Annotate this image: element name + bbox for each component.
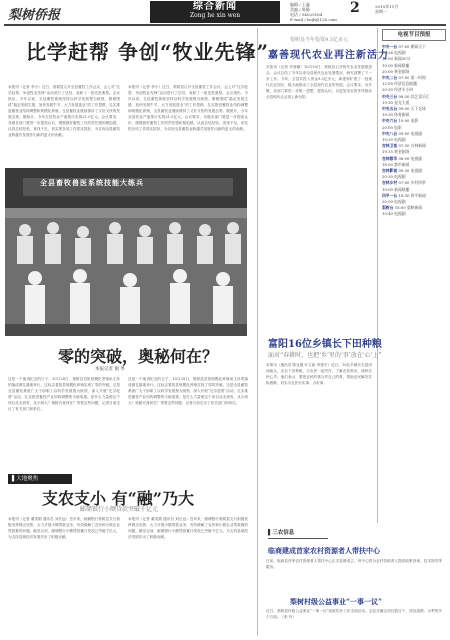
section-tab-dadi: ▌大地聚焦 xyxy=(8,474,72,484)
tv-channel-name: 中央六台 xyxy=(382,118,399,124)
main-headline: 比学赶帮 争创“牧业先锋” xyxy=(26,40,269,64)
tv-channel-name: 吉林影视 xyxy=(382,168,399,174)
tv-channel-name: 中央三台 xyxy=(382,93,399,99)
headline-help-center: 临商建成首家农村资源者人带扶中心 xyxy=(268,546,380,555)
tv-show-time: 10:00 电影 xyxy=(398,118,419,124)
tv-show-time: 07:30 吉林新闻 xyxy=(398,143,426,149)
designer-line: 美编 / 陈静 xyxy=(290,7,310,12)
tv-show-time: 19:30 体育新闻 xyxy=(382,112,410,118)
byline: 本报记者 谢 季 xyxy=(95,367,125,372)
page-number: 2 xyxy=(350,0,360,16)
headline-town-heads-farming: 富阳16位乡镇长下田种粮 xyxy=(268,339,382,350)
editor-line: 编辑 / 王鑫 xyxy=(290,2,310,7)
tv-show-time: 20:00 黄金剧场 xyxy=(382,68,410,74)
issue-date xyxy=(375,4,398,14)
news-photo xyxy=(5,168,247,336)
tv-show-time: 12:00 新闻30分 xyxy=(382,56,411,62)
masthead-rule xyxy=(4,24,446,26)
story2-body-cont: 这是一个值得纪念的日子，10月28日，梨树县首批规模化养殖场主体的落成典礼隆重举行。这标志着我县规模化养殖实现了零的突破。这是全县畜牧系统广大干部职工以科学发展观为统领，深入开展“比学赶帮”活动，扎实推进畜牧产业结构调整的丰硕成果。是什么力量使这个项目从无到有，从小到大？奥秘究竟何在？带着这些问题，记者日前走访了有关部门和单位。 xyxy=(128,377,248,405)
email-line: E-mail / lsqb@126.com xyxy=(290,17,337,22)
tv-show-time: 09:00 天下足球 xyxy=(398,106,426,112)
subheadline-bank-loans: 邮储银行小额贷款突破千亿元 xyxy=(80,506,159,513)
headline-zero-breakthrough: 零的突破，奥秘何在？ xyxy=(58,347,219,366)
tv-show-time: 20:30 电视剧 xyxy=(382,174,406,180)
section-title: 综合新闻 xyxy=(193,1,237,12)
tv-show-time: 19:30 星光大道 xyxy=(382,99,410,105)
column-divider xyxy=(257,28,258,636)
tv-show-time: 19:00 新闻联播 xyxy=(382,186,410,192)
tv-show-time: 09:26 电视剧 xyxy=(382,50,406,56)
story5-body: 本报讯（通讯员 陈克刚 叶立新 李建平）近日，16位乡镇长走进田间地头，亲自下田种粮，与农民一起劳作，了解农民需求，倾听农民心声。他们表示，要把农民的事当作自己的事，帮助农民解决实际困难，切实为农民办实事、办好事。 xyxy=(266,363,372,385)
tv-channel-name: 梨树台 xyxy=(382,205,395,211)
tv-show-time: 12:00 经济信息联播 xyxy=(382,81,417,87)
headline-bank-loans: 支农支小 有“融”乃大 xyxy=(42,489,194,508)
tv-channel-name: 吉林乡村 xyxy=(382,180,399,186)
tv-show-time: 08:30 综艺喜乐汇 xyxy=(398,93,430,99)
issue-weekday: 星期一 xyxy=(375,9,387,14)
story6-body: 日前，临商县首家农村资源者人帮扶中心正式挂牌成立。该中心将为农村资源者人提供政策咨询、技术指导等服务。 xyxy=(266,559,442,569)
tv-show-time: 18:00 都市新闻 xyxy=(382,161,410,167)
tv-show-time: 19:35 黄金剧场 xyxy=(382,149,410,155)
story3-body-cont: 本报讯（记者 董美娟 通讯员 刘长远）近年来，邮储银行梨树县支行积极发挥网点优势，大力开展小额贷款业务，有效缓解了农民和小微企业贷款难的问题。截至目前，邮储银行小额贷款累计发放已突破千亿元，为支持县域经济发展作出了积极贡献。 xyxy=(128,517,248,539)
subheadline-town-heads: 面对“春耕时、也把‘乡’里的‘事’放在‘心’上” xyxy=(268,352,382,359)
tv-channel-name: 四平一台 xyxy=(382,192,399,198)
tv-channel-name: 中央五台 xyxy=(382,106,399,112)
news-photo-image xyxy=(5,168,247,336)
tv-show-time: 20:00 电视剧 xyxy=(382,199,406,205)
section-banner xyxy=(150,1,280,23)
tv-channel-name: 吉林都市 xyxy=(382,155,399,161)
tv-channel-name: 中央八台 xyxy=(382,130,399,136)
headline-modern-agriculture: 嘉善现代农业再注新活力 xyxy=(268,50,389,61)
tv-show-time: 20:30 经济半小时 xyxy=(382,87,414,93)
column-divider xyxy=(377,28,378,523)
tv-listings xyxy=(382,44,444,218)
tv-show-time: 08:00 电视剧 xyxy=(398,155,423,161)
photo-caption: 全县畜牧兽医系统技能大练兵 xyxy=(40,178,144,187)
newspaper-logo: 梨树侨报 xyxy=(8,8,61,23)
tv-show-time: 07:00 第一时间 xyxy=(398,75,426,81)
section-title-pinyin: Zong he xin wen xyxy=(189,12,241,19)
story7-body: 近日，梨树县村级公益事业“一事一议”财政奖补工作全面启动。全县共确定项目数百个，涉及道路、水利等多个方面。（张 玲） xyxy=(266,609,442,619)
headline-village-welfare: 梨树村级公益事业“一事一议” xyxy=(290,597,383,606)
tv-show-time: 09:30 电视剧 xyxy=(398,168,423,174)
tv-show-time: 20:00 电影 xyxy=(382,124,402,130)
phone-line: 电话 / 54025164 xyxy=(290,12,323,17)
tv-show-time: 19:40 电视剧 xyxy=(382,211,406,217)
edition-info xyxy=(290,2,337,22)
tv-show-time: 09:00 电视剧 xyxy=(398,130,423,136)
tv-channel-name: 中央二台 xyxy=(382,75,399,81)
tv-show-time: 18:30 四平新闻 xyxy=(398,192,426,198)
tv-show-time: 18:00 梨树新闻 xyxy=(394,205,423,211)
tv-show-time: 19:00 新闻联播 xyxy=(382,62,410,68)
main-story-body-cont: 本报讯（记者 李小）近日，梨树县召开全县畜牧工作会议，会上对“比学赶帮、争创牧业先锋”活动进行了总结，表彰了一批先进典型。会议指出，今年以来，全县畜牧系统坚持以科学发展观为统领，紧紧围绕“稳定发展生猪、加快发展牛羊、大力发展禽业”的工作思路，扎实推进畜牧业结构调整和规模化养殖，全县畜牧业继续保持了又好又快的发展态势。据统计，今年全县牧业产值预计实现21.5亿元。会议要求，各级各部门要进一步提高认识，增强做好畜牧工作的责任感和紧迫感，认真总结经验，查找不足，切实把各项工作抓实抓好，为实现全县畜牧业跨越式发展作出新的更大的贡献。 xyxy=(128,85,248,131)
issue-date-line: 2010年11月 xyxy=(375,4,399,9)
tv-show-time: 07:00 乡村四季 xyxy=(398,180,426,186)
story2-body: 这是一个值得纪念的日子，10月28日，梨树县首批规模化养殖场主体的落成典礼隆重举行。这标志着我县规模化养殖实现了零的突破。这是全县畜牧系统广大干部职工以科学发展观为统领，深入开展“比学赶帮”活动，扎实推进畜牧产业结构调整的丰硕成果。是什么力量使这个项目从无到有，从小到大？奥秘究竟何在？带着这些问题，记者日前走访了有关部门和单位。 xyxy=(8,377,120,411)
kicker: 梨树县今年投资9.3亿多元 xyxy=(290,37,348,43)
tv-show-time: 07:00 朝闻天下 xyxy=(398,44,426,49)
story4-body: 本报讯（记者 李寒娜）10月30日，梨树县召开现代农业发展推进会。会议总结了今年以来全县现代农业发展情况，研究部署了下一步工作。今年，全县共投入资金9.3亿多元，新建和扩建了一批现代农业园区，极大地推动了全县现代农业的发展。会议要求，各乡镇、各部门要进一步统一思想，提高认识，以更加务实的作风推动全县现代农业再上新台阶。 xyxy=(266,65,372,99)
main-story-body: 本报讯（记者 李小）近日，梨树县召开全县畜牧工作会议，会上对“比学赶帮、争创牧业先锋”活动进行了总结，表彰了一批先进典型。会议指出，今年以来，全县畜牧系统坚持以科学发展观为统领，紧紧围绕“稳定发展生猪、加快发展牛羊、大力发展禽业”的工作思路，扎实推进畜牧业结构调整和规模化养殖，全县畜牧业继续保持了又好又快的发展态势。据统计，今年全县牧业产值预计实现21.5亿元。会议要求，各级各部门要进一步提高认识，增强做好畜牧工作的责任感和紧迫感，认真总结经验，查找不足，切实把各项工作抓实抓好，为实现全县畜牧业跨越式发展作出新的更大的贡献。 xyxy=(8,85,120,137)
tv-channel-name: 吉林卫视 xyxy=(382,143,399,149)
tv-show-time: 19:30 电视剧 xyxy=(382,137,406,143)
sidebar-title: 电视节目预报 xyxy=(382,29,446,41)
tv-listing-row xyxy=(382,211,444,217)
tv-channel-name: 中央一台 xyxy=(382,44,399,49)
section-tab-sannong: ▌三农信息 xyxy=(268,528,328,539)
story3-body: 本报讯（记者 董美娟 通讯员 刘长远）近年来，邮储银行梨树县支行积极发挥网点优势，大力开展小额贷款业务，有效缓解了农民和小微企业贷款难的问题。截至目前，邮储银行小额贷款累计发放已突破千亿元，为支持县域经济发展作出了积极贡献。 xyxy=(8,517,120,539)
